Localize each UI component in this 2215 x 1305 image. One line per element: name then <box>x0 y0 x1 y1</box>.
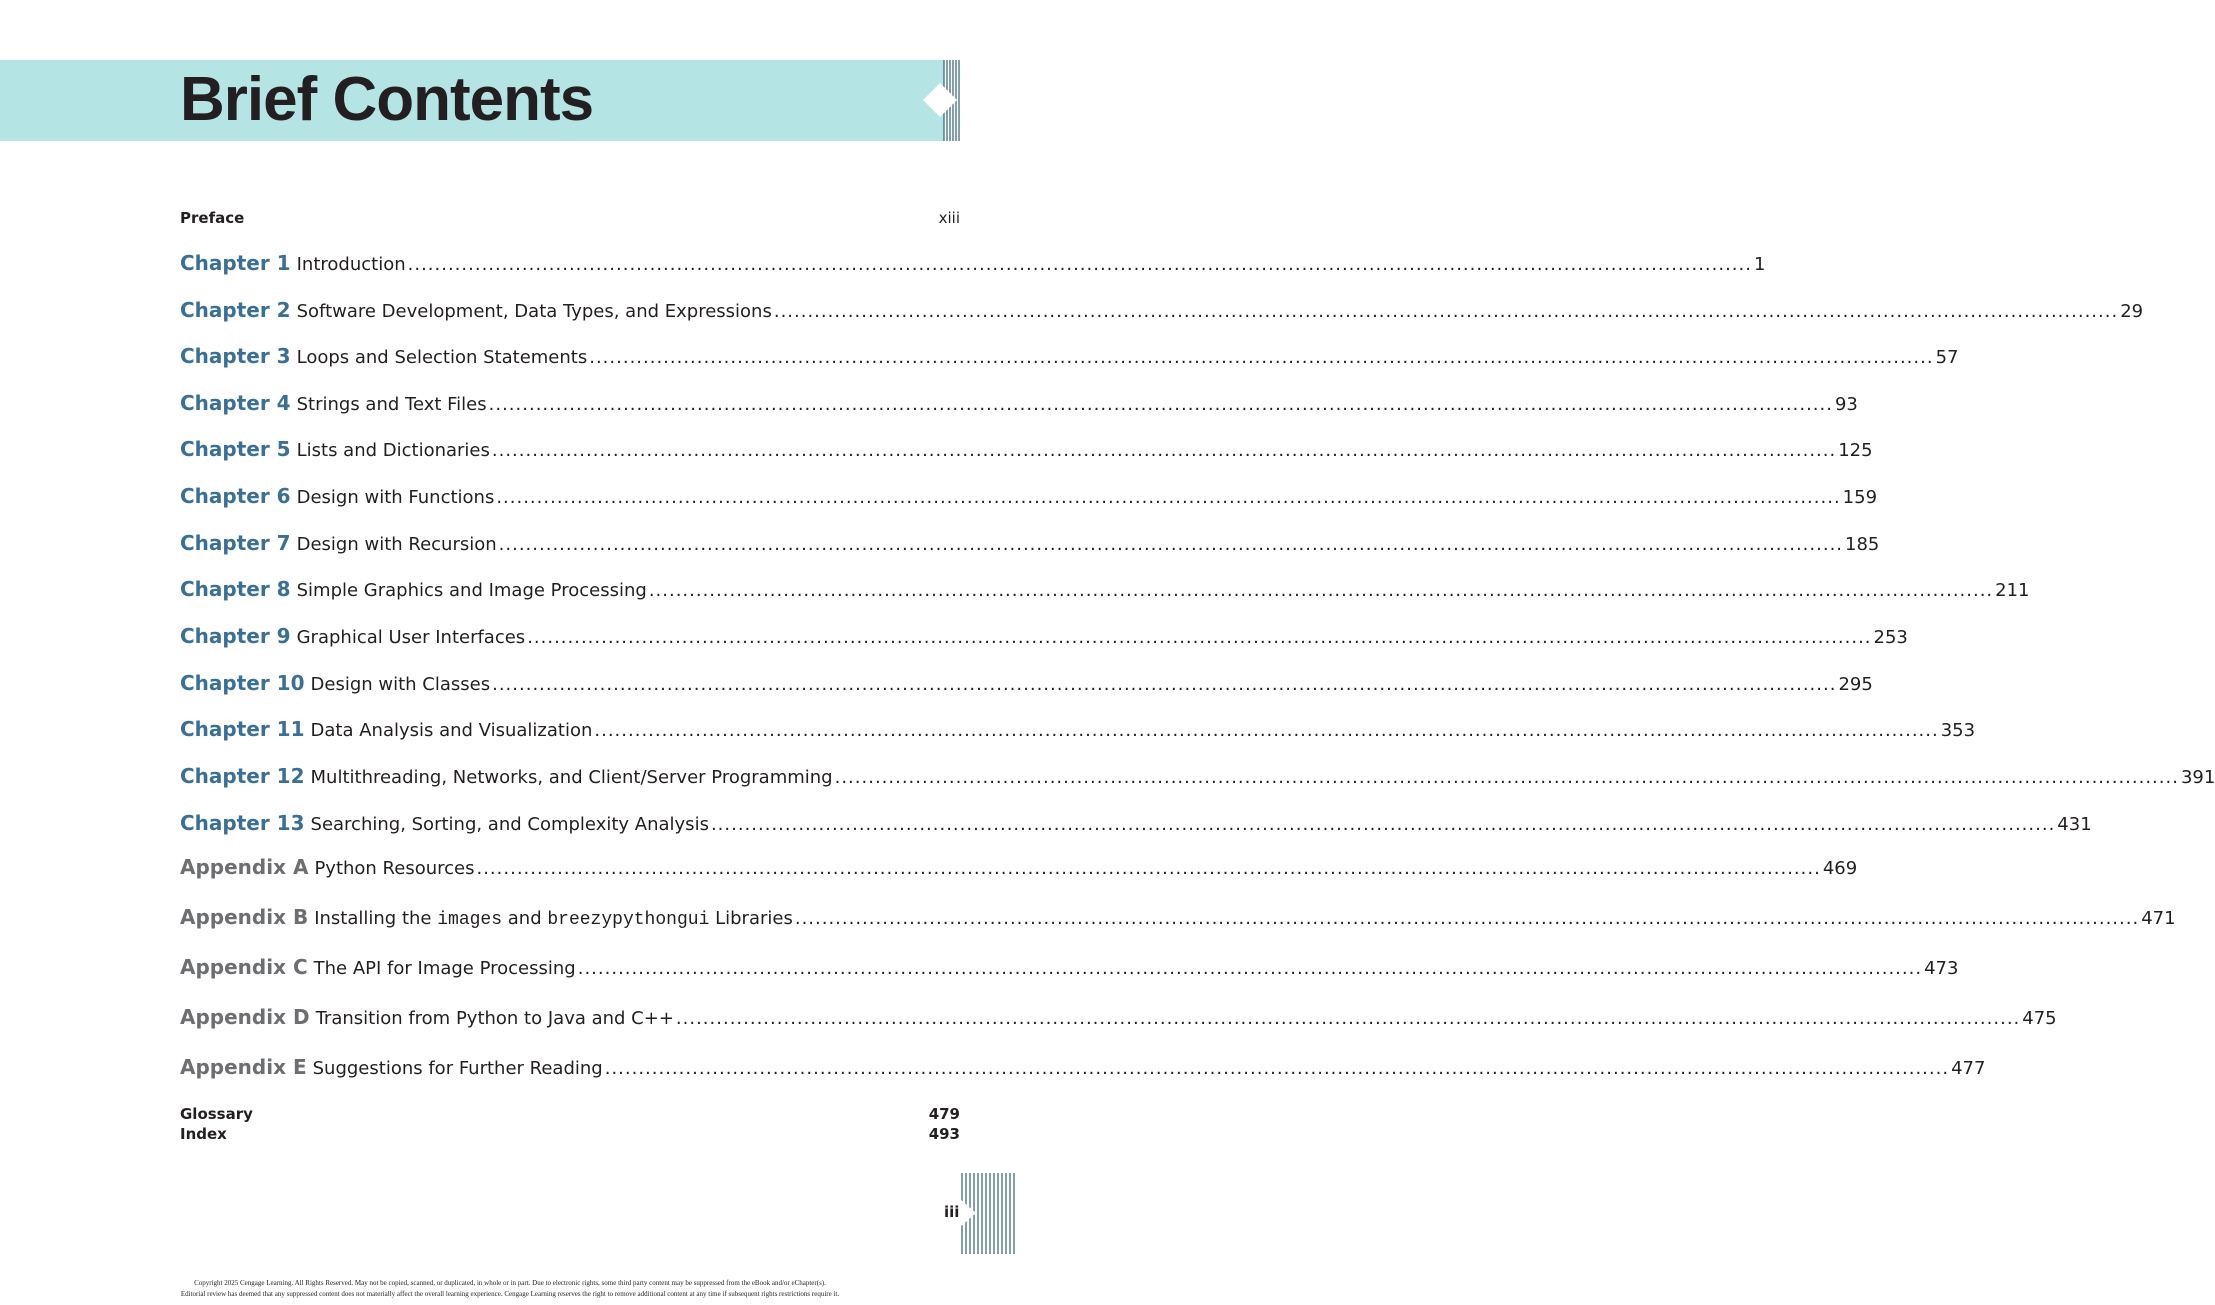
copyright-footer <box>0 1278 1020 1300</box>
chapter-title: Graphical User Interfaces <box>296 627 526 648</box>
chapter-title: Design with Classes <box>310 674 491 695</box>
dot-leader: ........................................................................................................................................................................................................ <box>675 1008 2021 1029</box>
appendix-title-part: and <box>502 908 548 929</box>
dot-leader: ........................................................................................................................................................................................................ <box>648 580 1994 601</box>
chapter-label: Chapter 2 <box>180 298 291 322</box>
appendix-label: Appendix A <box>180 855 309 879</box>
chapter-page: 431 <box>2057 814 2092 835</box>
chapter-label: Chapter 1 <box>180 251 291 275</box>
stripe-ornament-bottom <box>960 1173 1020 1255</box>
dot-leader: ........................................................................................................................................................................................................ <box>577 958 1923 979</box>
appendix-title-part: Libraries <box>709 908 793 929</box>
appendix-label: Appendix E <box>180 1055 307 1079</box>
appendix-title-part: Installing the <box>314 908 438 929</box>
preface-page: xiii <box>938 209 960 227</box>
chapter-label: Chapter 12 <box>180 764 305 788</box>
appendix-label: Appendix C <box>180 955 308 979</box>
chapter-page: 185 <box>1845 534 1880 555</box>
toc-chapter-4[interactable] <box>180 389 1858 417</box>
index-label: Index <box>180 1125 227 1143</box>
appendix-title <box>314 905 793 934</box>
chapter-label: Chapter 4 <box>180 391 291 415</box>
toc-chapter-12[interactable] <box>180 762 2215 790</box>
appendix-title-part: breezypythongui <box>547 910 710 930</box>
appendix-page: 469 <box>1822 858 1858 879</box>
chapter-title: Data Analysis and Visualization <box>310 720 593 741</box>
appendix-title: Suggestions for Further Reading <box>312 1058 603 1079</box>
toc-appendix-c[interactable] <box>180 953 1959 981</box>
index-page: 493 <box>928 1125 960 1143</box>
chapter-label: Chapter 11 <box>180 717 305 741</box>
appendix-page: 477 <box>1951 1058 1986 1079</box>
chapter-title: Searching, Sorting, and Complexity Analysis <box>310 814 709 835</box>
appendix-page: 475 <box>2022 1008 2057 1029</box>
chapter-title: Loops and Selection Statements <box>296 347 588 368</box>
chapter-page: 93 <box>1834 394 1858 415</box>
toc-chapter-11[interactable] <box>180 715 1976 743</box>
chapter-label: Chapter 13 <box>180 811 305 835</box>
appendix-title: Transition from Python to Java and C++ <box>315 1008 674 1029</box>
copyright-line-1: Copyright 2025 Cengage Learning. All Rights Reserved. May not be copied, scanned, or duplicated, in whole or in part. Due to electronic rights, some third party content may be suppressed from the eBook and/or eChapter(s). <box>194 1279 826 1287</box>
appendix-page: 471 <box>2141 908 2176 929</box>
chapter-title: Software Development, Data Types, and Expressions <box>296 301 772 322</box>
dot-leader: ........................................................................................................................................................................................................ <box>834 767 2179 788</box>
toc-chapter-2[interactable] <box>180 296 2144 324</box>
toc-glossary[interactable] <box>180 1104 960 1124</box>
dot-leader: ........................................................................................................................................................................................................ <box>594 720 1939 741</box>
chapter-page: 125 <box>1838 440 1873 461</box>
appendix-title: Python Resources <box>314 858 475 879</box>
toc-appendix-b[interactable] <box>180 903 2176 931</box>
dot-leader: ........................................................................................................................................................................................................ <box>407 254 1752 275</box>
chapter-page: 295 <box>1838 674 1873 695</box>
toc-chapter-8[interactable] <box>180 575 2030 603</box>
page-title: Brief Contents <box>180 65 594 134</box>
chapter-page: 353 <box>1940 720 1976 741</box>
chapter-title: Strings and Text Files <box>296 394 487 415</box>
glossary-page: 479 <box>928 1105 960 1123</box>
toc-chapter-3[interactable] <box>180 342 1959 370</box>
chapter-label: Chapter 9 <box>180 624 291 648</box>
toc-preface[interactable] <box>180 208 960 228</box>
chapter-title: Design with Functions <box>296 487 495 508</box>
chapter-title: Simple Graphics and Image Processing <box>296 580 647 601</box>
toc-chapter-10[interactable] <box>180 669 1873 697</box>
toc-chapter-9[interactable] <box>180 622 1908 650</box>
appendix-title: The API for Image Processing <box>313 958 576 979</box>
dot-leader: ........................................................................................................................................................................................................ <box>589 347 1934 368</box>
appendix-title-part: images <box>437 910 503 930</box>
dot-leader: ........................................................................................................................................................................................................ <box>491 440 1837 461</box>
chapter-label: Chapter 10 <box>180 671 305 695</box>
dot-leader: ........................................................................................................................................................................................................ <box>604 1058 1950 1079</box>
chapter-label: Chapter 7 <box>180 531 291 555</box>
chapter-page: 1 <box>1753 254 1766 275</box>
chapter-title: Introduction <box>296 254 406 275</box>
dot-leader: ........................................................................................................................................................................................................ <box>794 908 2140 929</box>
toc-appendix-d[interactable] <box>180 1003 2057 1031</box>
chapter-title: Multithreading, Networks, and Client/Server Programming <box>310 767 833 788</box>
toc-chapter-1[interactable] <box>180 249 1766 277</box>
chapter-page: 211 <box>1995 580 2030 601</box>
appendix-label: Appendix D <box>180 1005 310 1029</box>
dot-leader: ........................................................................................................................................................................................................ <box>496 487 1841 508</box>
dot-leader: ........................................................................................................................................................................................................ <box>527 627 1872 648</box>
dot-leader: ........................................................................................................................................................................................................ <box>773 301 2119 322</box>
chapter-page: 159 <box>1842 487 1878 508</box>
toc-chapter-5[interactable] <box>180 435 1873 463</box>
dot-leader: ........................................................................................................................................................................................................ <box>492 674 1837 695</box>
chapter-label: Chapter 6 <box>180 484 291 508</box>
preface-label: Preface <box>180 209 245 227</box>
chapter-page: 391 <box>2180 767 2215 788</box>
chapter-label: Chapter 3 <box>180 344 291 368</box>
toc-chapter-13[interactable] <box>180 809 2092 837</box>
dot-leader: ........................................................................................................................................................................................................ <box>476 858 1821 879</box>
chapter-page: 253 <box>1873 627 1908 648</box>
chapter-page: 29 <box>2120 301 2144 322</box>
toc-appendix-e[interactable] <box>180 1053 1986 1081</box>
chapter-page: 57 <box>1935 347 1959 368</box>
toc-appendix-a[interactable] <box>180 853 1858 881</box>
appendix-page: 473 <box>1924 958 1959 979</box>
toc-chapter-7[interactable] <box>180 529 1880 557</box>
toc-index[interactable] <box>180 1124 960 1144</box>
chapter-title: Design with Recursion <box>296 534 497 555</box>
chapter-label: Chapter 5 <box>180 437 291 461</box>
chapter-title: Lists and Dictionaries <box>296 440 490 461</box>
appendix-label: Appendix B <box>180 905 309 929</box>
toc-chapter-6[interactable] <box>180 482 1878 510</box>
copyright-line-2: Editorial review has deemed that any suppressed content does not materially affect the overall learning experience. Cengage Learning reserves the right to remove additional content at any time if subsequent rights restrictions require it. <box>180 1290 840 1298</box>
chapter-label: Chapter 8 <box>180 577 291 601</box>
dot-leader: ........................................................................................................................................................................................................ <box>488 394 1833 415</box>
stripe-diamond-ornament-top <box>920 60 962 142</box>
page-number: iii <box>944 1203 960 1221</box>
dot-leader: ........................................................................................................................................................................................................ <box>498 534 1844 555</box>
glossary-label: Glossary <box>180 1105 253 1123</box>
dot-leader: ........................................................................................................................................................................................................ <box>710 814 2056 835</box>
